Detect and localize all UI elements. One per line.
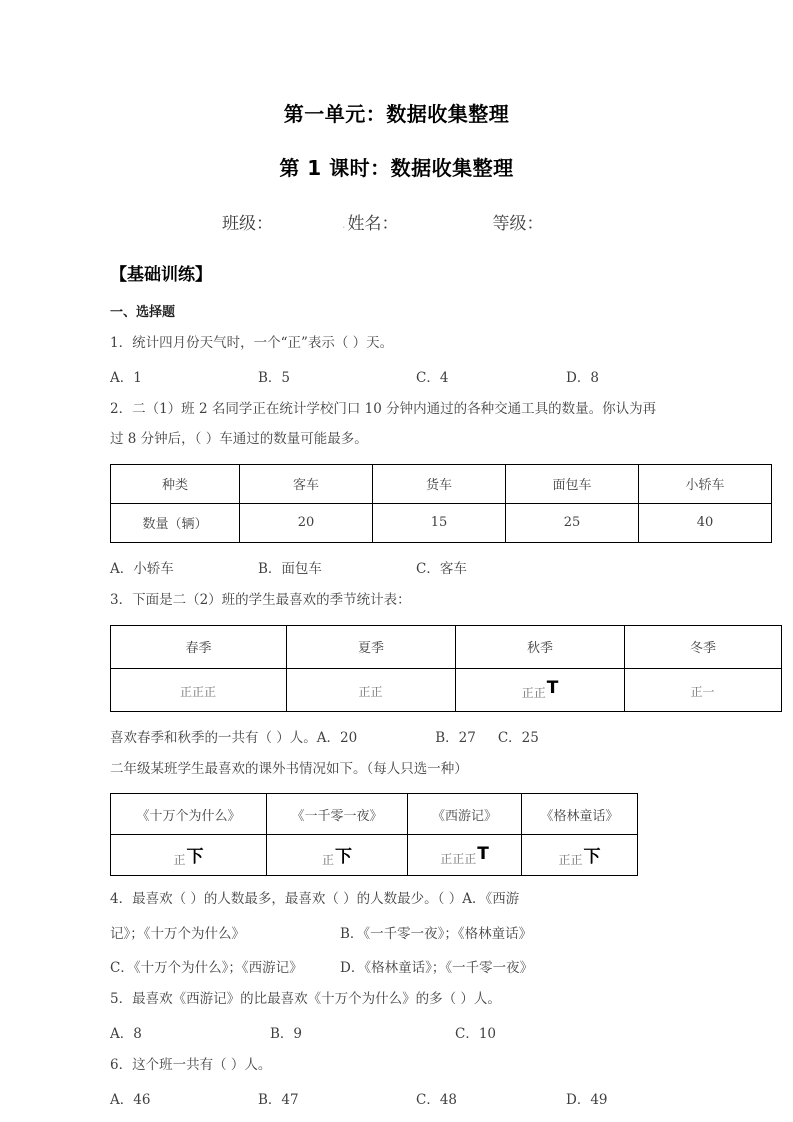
option-b[interactable]: B．5: [258, 369, 291, 386]
table-row: [111, 464, 772, 503]
tally-marks: 正正: [558, 853, 583, 868]
option-a[interactable]: A．1: [110, 369, 142, 386]
option-a[interactable]: A．20: [316, 729, 358, 746]
option-b[interactable]: B．27: [435, 729, 476, 746]
option-a[interactable]: A．8: [110, 1026, 142, 1043]
option-b[interactable]: B．9: [270, 1026, 303, 1043]
table-row: [111, 794, 638, 835]
book-tally-2: [267, 835, 408, 876]
vehicles-count-3: 25: [506, 503, 639, 542]
book-tally-3: [408, 835, 522, 876]
tally-extra: 下: [583, 847, 601, 868]
tally-marks: 正正正: [440, 851, 477, 866]
seasons-table: [110, 625, 782, 712]
option-c[interactable]: C．10: [455, 1026, 497, 1043]
book-header-2: 《一千零一夜》: [267, 794, 408, 835]
tally-marks: 正正正: [179, 685, 216, 699]
question-3-followup-text: 喜欢春季和秋季的一共有（ ）人。: [110, 729, 317, 746]
vehicles-category-4: 小轿车: [639, 464, 772, 503]
question-1-stem: 1．统计四月份天气时，一个“正”表示（ ）天。: [110, 335, 394, 351]
table-row: [111, 625, 782, 668]
vehicles-category-1: 客车: [240, 464, 373, 503]
option-d[interactable]: D．8: [566, 369, 599, 386]
student-info-line: [0, 181, 793, 234]
season-tally-3: [456, 668, 625, 711]
tally-marks: 正: [173, 853, 186, 868]
option-b[interactable]: B．《一千零一夜》；《格林童话》: [340, 926, 533, 943]
vehicles-count-2: 15: [373, 503, 506, 542]
tally-extra: 下: [186, 847, 204, 868]
tally-marks: 正正: [521, 686, 546, 700]
vehicles-table: [110, 464, 772, 543]
sub-heading: 一、选择题: [110, 305, 176, 320]
section-heading: 【基础训练】: [110, 265, 212, 285]
option-d[interactable]: D．《格林童话》；《一千零一夜》: [340, 960, 534, 977]
question-1-options: [0, 352, 793, 386]
vehicles-row-label-2: 数量（辆）: [111, 503, 240, 542]
option-b[interactable]: B．面包车: [258, 560, 322, 577]
season-header-2: 夏季: [287, 625, 456, 668]
season-header-4: 冬季: [625, 625, 782, 668]
question-5-stem: 5．最喜欢《西游记》的比最喜欢《十万个为什么》的多（ ）人。: [110, 991, 501, 1008]
table-row: [111, 503, 772, 542]
page-title-unit: 第一单元：数据收集整理: [283, 102, 510, 126]
book-header-1: 《十万个为什么》: [111, 794, 267, 835]
season-tally-1: [111, 668, 287, 711]
option-c[interactable]: C．25: [497, 729, 539, 746]
question-2-stem-line1: 2．二（1）班 2 名同学正在统计学校门口 10 分钟内通过的各种交通工具的数量。你认为再: [110, 400, 657, 417]
vehicles-count-1: 20: [240, 503, 373, 542]
grade-label: 等级：: [492, 214, 544, 234]
class-label: 班级：: [222, 214, 273, 234]
page-title-lesson: 第 1 课时：数据收集整理: [279, 156, 514, 180]
question-2-stem-line2: 过 8 分钟后，（ ）车通过的数量可能最多。: [110, 430, 368, 447]
option-c[interactable]: C．4: [416, 369, 449, 386]
vehicles-count-4: 40: [639, 503, 772, 542]
table-row: [111, 668, 782, 711]
option-c[interactable]: C．《十万个为什么》；《西游记》: [110, 960, 303, 977]
question-5-options: [0, 1008, 793, 1042]
season-header-1: 春季: [111, 625, 287, 668]
question-4-options-row2: [0, 942, 793, 976]
season-header-3: 秋季: [456, 625, 625, 668]
tally-marks: 正正: [358, 685, 383, 699]
decorative-dot: .: [342, 218, 346, 231]
question-4-stem-line1: 4．最喜欢（ ）的人数最多，最喜欢（ ）的人数最少。（ ）A．《西游: [110, 891, 520, 908]
tally-extra: 下: [335, 847, 352, 868]
option-c[interactable]: C．48: [416, 1092, 458, 1108]
tally-marks: 正一: [690, 685, 715, 699]
book-header-3: 《西游记》: [408, 794, 522, 835]
vehicles-category-3: 面包车: [506, 464, 639, 503]
book-tally-1: [111, 835, 267, 876]
question-2-options: [0, 543, 793, 577]
vehicles-category-2: 货车: [373, 464, 506, 503]
question-4-options-row1: [0, 908, 793, 942]
table-row: [111, 835, 638, 876]
option-c[interactable]: C．客车: [416, 560, 467, 577]
tally-marks: 正: [321, 853, 334, 868]
tally-extra: T: [546, 678, 559, 698]
option-a-continued[interactable]: 记》；《十万个为什么》: [110, 926, 245, 943]
books-table: [110, 793, 638, 876]
season-tally-2: [287, 668, 456, 711]
books-intro-text: 二年级某班学生最喜欢的课外书情况如下。（每人只选一种）: [110, 760, 468, 777]
season-tally-4: [625, 668, 782, 711]
book-tally-4: [522, 835, 638, 876]
tally-extra: T: [477, 843, 489, 864]
question-3-followup: [0, 712, 793, 746]
question-6-options: [0, 1074, 793, 1108]
question-6-stem: 6．这个班一共有（ ）人。: [110, 1057, 272, 1074]
option-b[interactable]: B．47: [258, 1092, 299, 1108]
option-a[interactable]: A．46: [110, 1092, 151, 1108]
question-3-stem: 3．下面是二（2）班的学生最喜欢的季节统计表：: [110, 591, 411, 608]
option-a[interactable]: A．小轿车: [110, 560, 174, 577]
vehicles-row-label-1: 种类: [111, 464, 240, 503]
name-label: 姓名：: [347, 214, 399, 234]
book-header-4: 《格林童话》: [522, 794, 638, 835]
option-d[interactable]: D．49: [566, 1092, 608, 1108]
